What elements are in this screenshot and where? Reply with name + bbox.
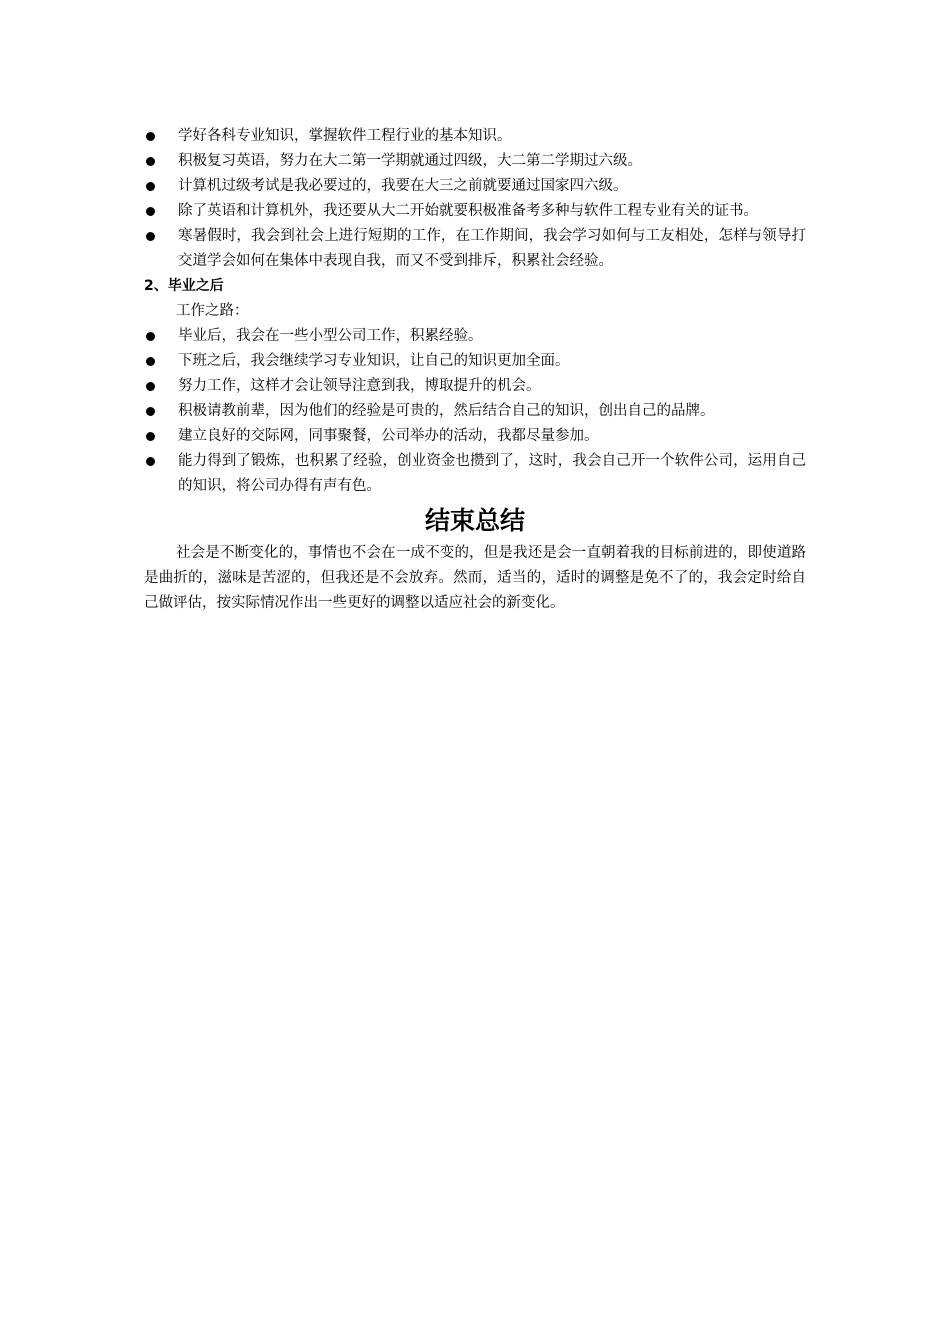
list-item-text: 毕业后，我会在一些小型公司工作，积累经验。 (178, 328, 483, 344)
list-item (144, 324, 806, 349)
list-item-text: 积极请教前辈，因为他们的经验是可贵的，然后结合自己的知识，创出自己的品牌。 (178, 403, 715, 419)
list-item (144, 349, 806, 374)
list-item (144, 224, 806, 274)
bullet-icon (146, 432, 155, 441)
bullet-icon (146, 182, 155, 191)
bullet-icon (146, 332, 155, 341)
list-item-text: 寒暑假时，我会到社会上进行短期的工作，在工作期间，我会学习如何与工友相处，怎样与领导打交道学会如何在集体中表现自我，而又不受到排斥，积累社会经验。 (178, 228, 806, 269)
list-item (144, 124, 806, 149)
bullet-icon (146, 207, 155, 216)
plan-list-school (144, 124, 806, 274)
list-item-text: 学好各科专业知识，掌握软件工程行业的基本知识。 (178, 128, 512, 144)
list-item-text: 努力工作，这样才会让领导注意到我，博取提升的机会。 (178, 378, 541, 394)
list-item-text: 下班之后，我会继续学习专业知识，让自己的知识更加全面。 (178, 353, 570, 369)
bullet-icon (146, 132, 155, 141)
list-item (144, 399, 806, 424)
section-heading-after-graduation: 2、毕业之后 (144, 278, 224, 294)
summary-title: 结束总结 (424, 506, 525, 535)
section-sublabel: 工作之路： (176, 303, 249, 319)
list-item (144, 449, 806, 499)
bullet-icon (146, 157, 155, 166)
bullet-icon (146, 232, 155, 241)
bullet-icon (146, 407, 155, 416)
list-item-text: 建立良好的交际网，同事聚餐，公司举办的活动，我都尽量参加。 (178, 428, 599, 444)
bullet-icon (146, 457, 155, 466)
list-item (144, 374, 806, 399)
bullet-icon (146, 357, 155, 366)
summary-paragraph: 社会是不断变化的，事情也不会在一成不变的，但是我还是会一直朝着我的目标前进的，即使道路是曲折的，滋味是苦涩的，但我还是不会放弃。然而，适当的，适时的调整是免不了的，我会定时给自己做评估，按实际情况作出一些更好的调整以适应社会的新变化。 (144, 545, 806, 611)
list-item-text: 除了英语和计算机外，我还要从大二开始就要积极准备考多种与软件工程专业有关的证书。 (178, 203, 758, 219)
list-item-text: 计算机过级考试是我必要过的，我要在大三之前就要通过国家四六级。 (178, 178, 628, 194)
list-item-text: 能力得到了锻炼，也积累了经验，创业资金也攒到了，这时，我会自己开一个软件公司，运用自己的知识，将公司办得有声有色。 (178, 453, 806, 494)
bullet-icon (146, 382, 155, 391)
plan-list-work (144, 324, 806, 499)
list-item (144, 424, 806, 449)
list-item (144, 149, 806, 174)
list-item (144, 199, 806, 224)
list-item-text: 积极复习英语，努力在大二第一学期就通过四级，大二第二学期过六级。 (178, 153, 642, 169)
list-item (144, 174, 806, 199)
